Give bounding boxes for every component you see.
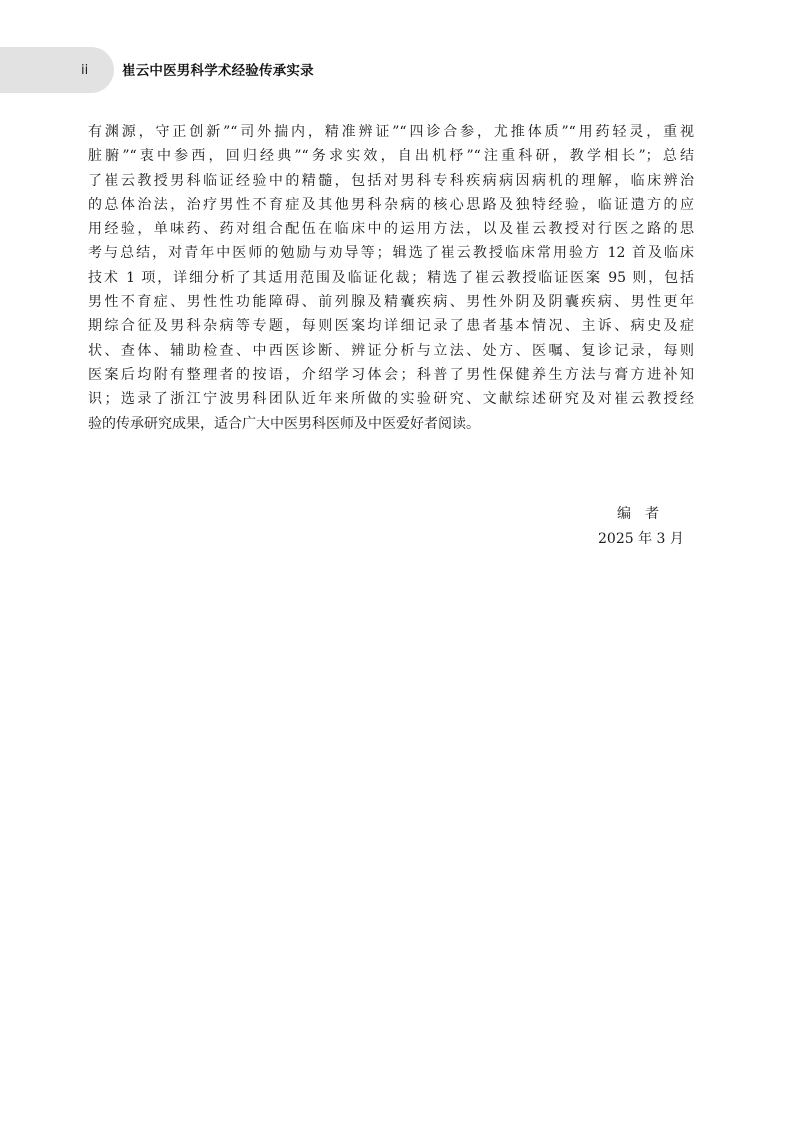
paragraph-line: 验的传承研究成果，适合广大中医男科医师及中医爱好者阅读。	[88, 415, 480, 432]
paragraph-line: 用经验，单味药、药对组合配伍在临床中的运用方法，以及崔云教授对行医之路的思	[88, 221, 694, 238]
preface-date: 2025 年 3 月	[598, 531, 684, 547]
paragraph-line: 有渊源，守正创新”“司外揣内，精准辨证”“四诊合参，尤推体质”“用药轻灵，重视	[88, 124, 694, 140]
paragraph-line: 考与总结，对青年中医师的勉励与劝导等；辑选了崔云教授临床常用验方 12 首及临床	[88, 245, 694, 262]
paragraph-line: 识；选录了浙江宁波男科团队近年来所做的实验研究、文献综述研究及对崔云教授经	[88, 391, 694, 408]
paragraph-line: 技术 1 项，详细分析了其适用范围及临证化裁；精选了崔云教授临证医案 95 则，包括	[88, 269, 694, 286]
paragraph-line: 男性不育症、男性性功能障碍、前列腺及精囊疾病、男性外阴及阴囊疾病、男性更年	[88, 294, 694, 311]
paragraph-line: 的总体治法，治疗男性不育症及其他男科杂病的核心思路及独特经验，临证遣方的应	[88, 196, 694, 213]
preface-paragraph	[88, 120, 694, 436]
page-number: ii	[81, 63, 89, 78]
paragraph-line: 期综合征及男科杂病等专题，每则医案均详细记录了患者基本情况、主诉、病史及症	[88, 318, 694, 335]
author-signature: 编者	[617, 506, 673, 522]
header-tab	[0, 47, 114, 93]
paragraph-line: 医案后均附有整理者的按语，介绍学习体会；科普了男性保健养生方法与膏方进补知	[88, 366, 694, 383]
running-title: 崔云中医男科学术经验传承实录	[122, 63, 314, 79]
paragraph-line: 脏腑”“衷中参西，回归经典”“务求实效，自出机杼”“注重科研，教学相长”；总结	[88, 148, 694, 165]
paragraph-line: 了崔云教授男科临证经验中的精髓，包括对男科专科疾病病因病机的理解，临床辨治	[88, 172, 694, 189]
paragraph-line: 状、查体、辅助检查、中西医诊断、辨证分析与立法、处方、医嘱、复诊记录，每则	[88, 342, 694, 359]
